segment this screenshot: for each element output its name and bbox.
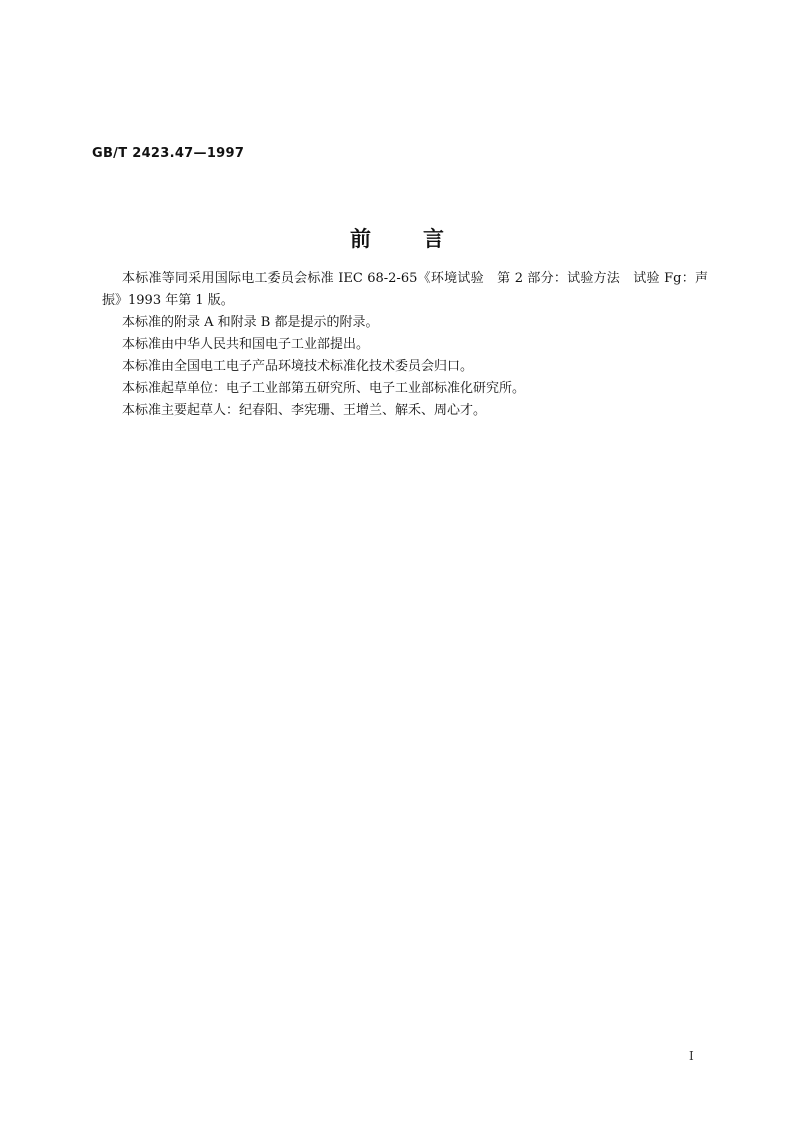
preface-paragraph-committee: 本标准由全国电工电子产品环境技术标准化技术委员会归口。 (122, 359, 474, 374)
page-title: 前言 (350, 227, 496, 251)
preface-paragraph-drafting-units: 本标准起草单位：电子工业部第五研究所、电子工业部标准化研究所。 (122, 381, 526, 396)
preface-paragraph-drafters: 本标准主要起草人：纪春阳、李宪珊、王增兰、解禾、周心才。 (122, 403, 487, 418)
preface-paragraph-annexes: 本标准的附录 A 和附录 B 都是提示的附录。 (122, 315, 379, 330)
preface-paragraph-proposer: 本标准由中华人民共和国电子工业部提出。 (122, 337, 370, 352)
preface-body (102, 268, 708, 422)
page-number: I (689, 1049, 694, 1063)
preface-paragraph-adoption: 本标准等同采用国际电工委员会标准 IEC 68-2-65《环境试验 第 2 部分：试验方法 试验 Fg：声振》1993 年第 1 版。 (102, 271, 708, 308)
standard-code: GB/T 2423.47—1997 (92, 146, 245, 161)
